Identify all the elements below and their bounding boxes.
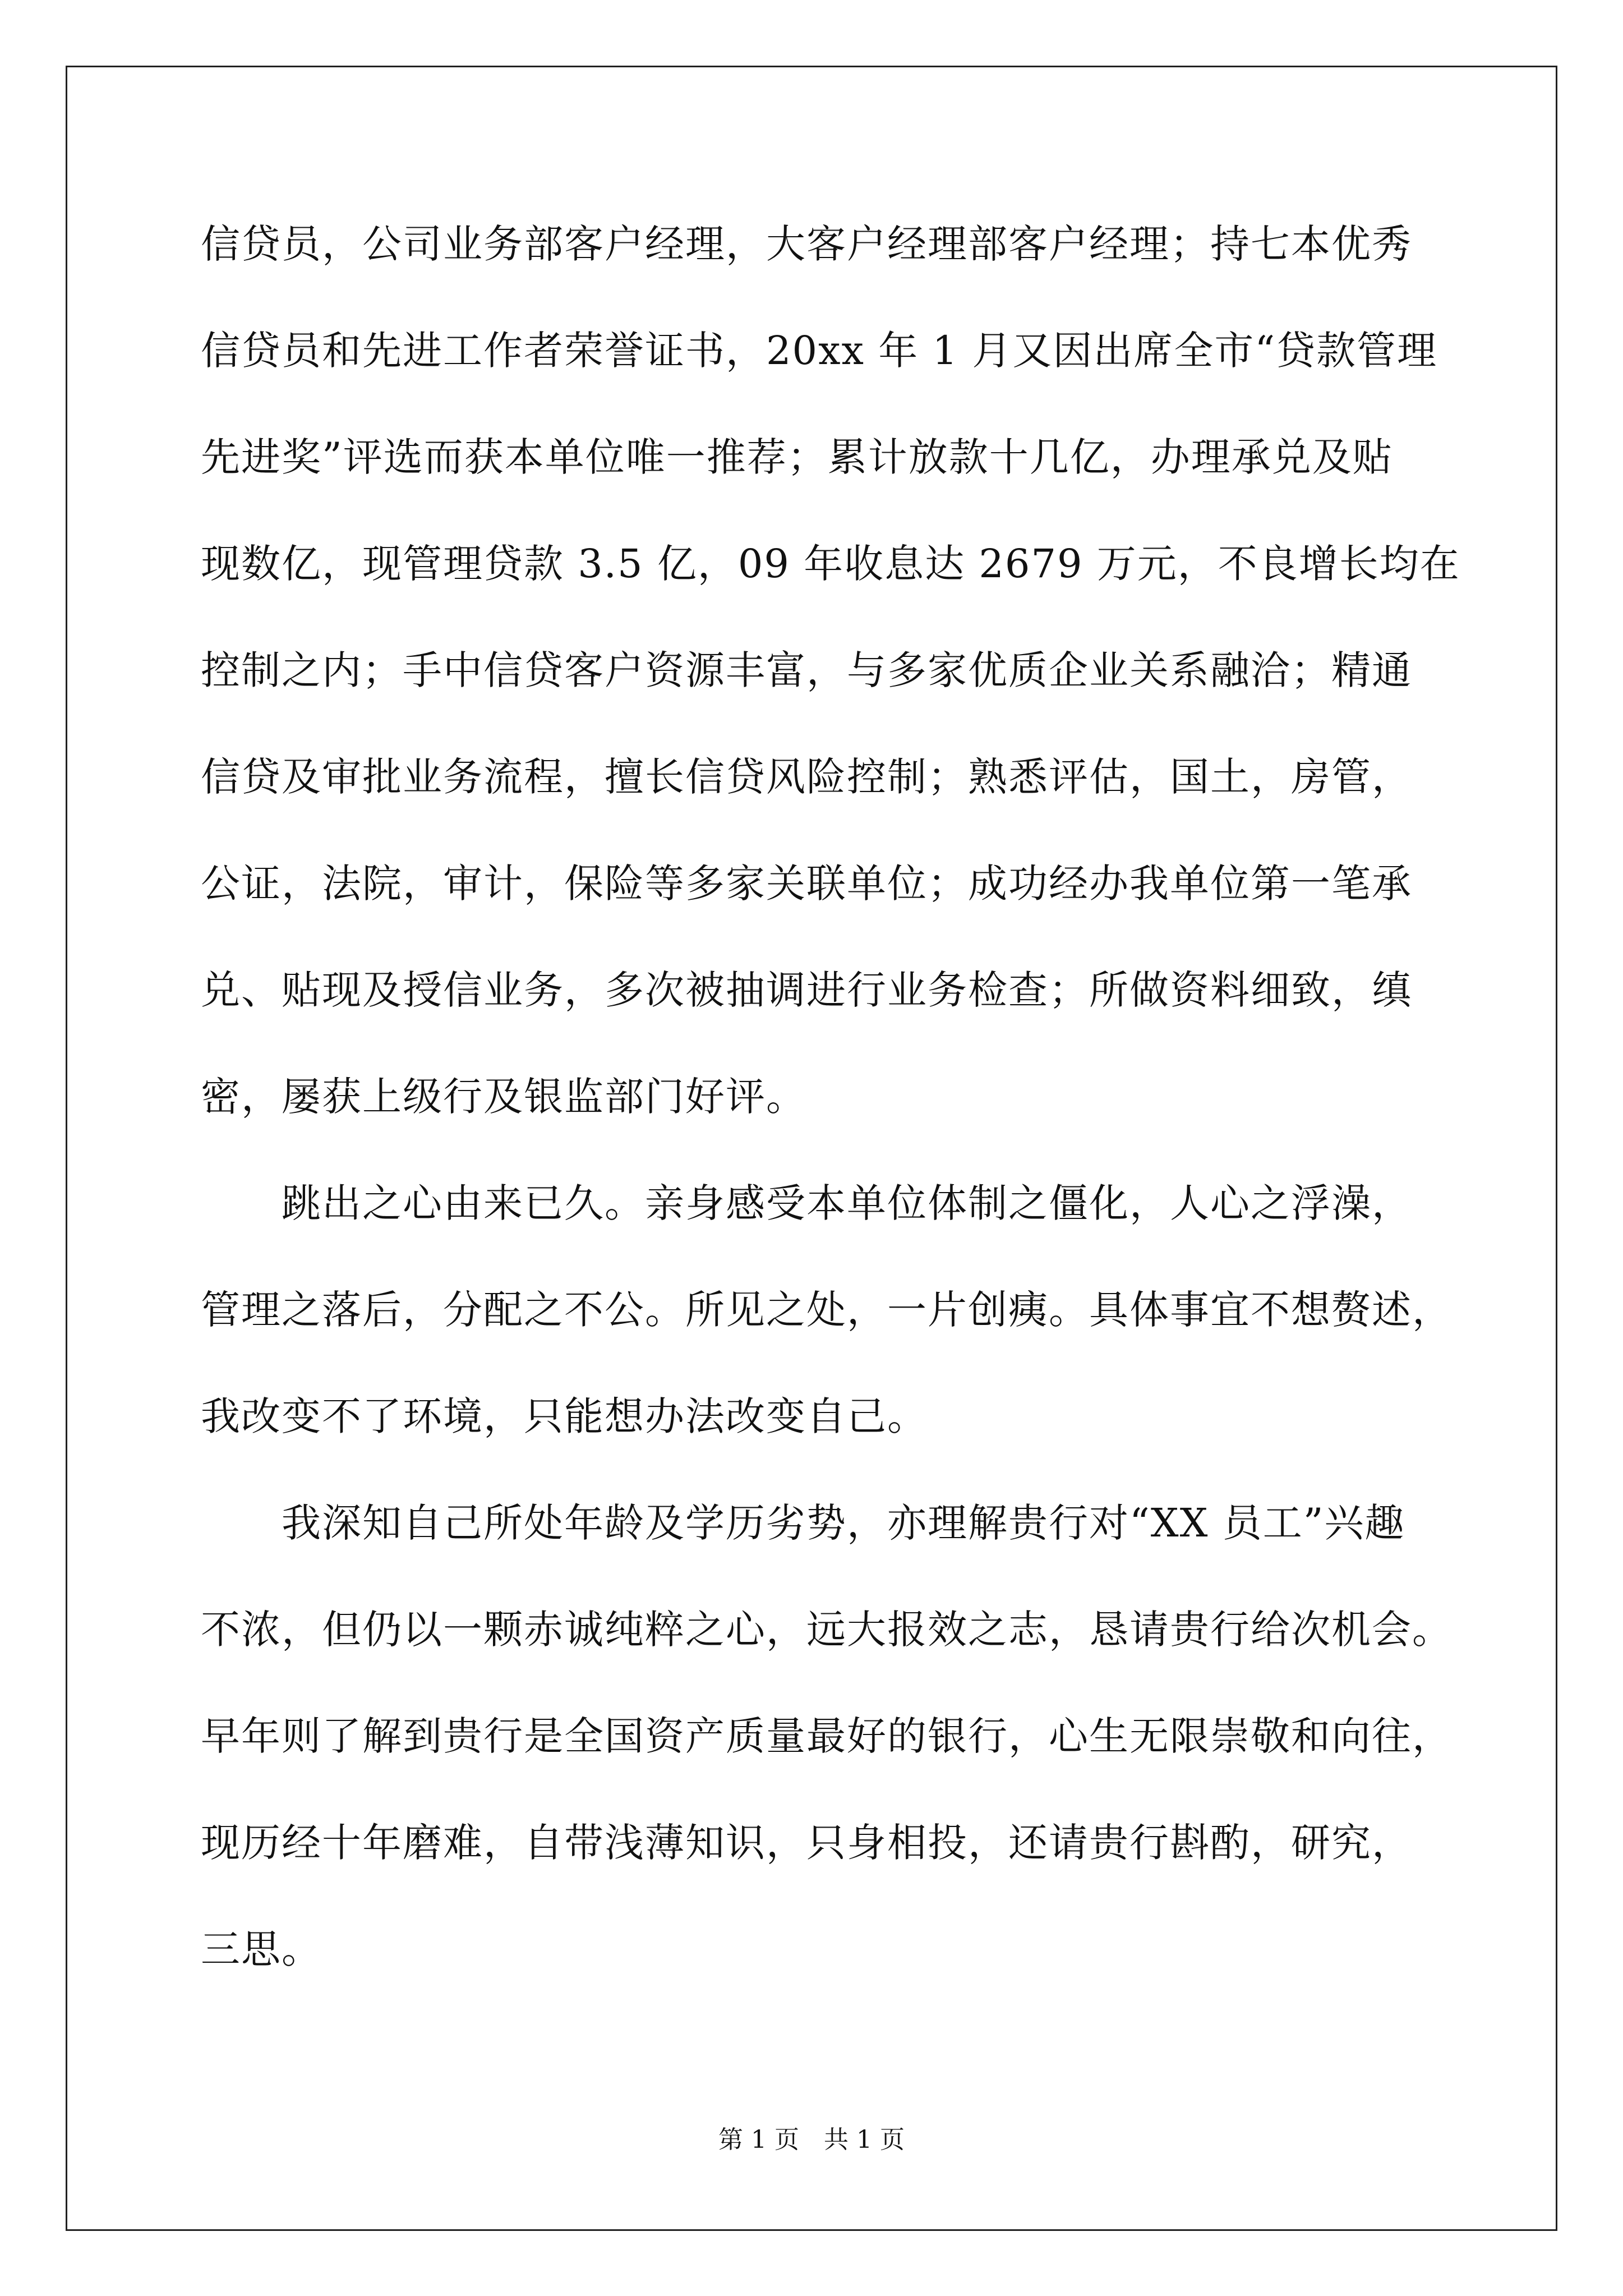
text-line: 控制之内；手中信贷客户资源丰富，与多家优质企业关系融洽；精通 xyxy=(201,647,1412,693)
text-line: 公证，法院，审计，保险等多家关联单位；成功经办我单位第一笔承 xyxy=(201,861,1412,907)
text-line: 管理之落后，分配之不公。所见之处，一片创痍。具体事宜不想赘述， xyxy=(201,1287,1453,1333)
text-line: 三思。 xyxy=(201,1926,322,1972)
text-line: 早年则了解到贵行是全国资产质量最好的银行，心生无限崇敬和向往， xyxy=(201,1713,1453,1759)
page-number-footer: 第 1 页 共 1 页 xyxy=(718,2125,905,2154)
text-line: 信贷员和先进工作者荣誉证书，20xx 年 1 月又因出席全市“贷款管理 xyxy=(201,328,1438,374)
text-line: 不浓，但仍以一颗赤诚纯粹之心，远大报效之志，恳请贵行给次机会。 xyxy=(201,1607,1453,1653)
paragraph-start-line: 跳出之心由来已久。亲身感受本单位体制之僵化，人心之浮澡， xyxy=(282,1180,1412,1226)
text-line: 兑、贴现及授信业务，多次被抽调进行业务检查；所做资料细致，缜 xyxy=(201,967,1412,1013)
text-line: 先进奖”评选而获本单位唯一推荐；累计放款十几亿，办理承兑及贴 xyxy=(201,434,1393,480)
text-line: 我改变不了环境，只能想办法改变自己。 xyxy=(201,1393,928,1439)
text-line: 信贷及审批业务流程，擅长信贷风险控制；熟悉评估，国土，房管， xyxy=(201,754,1412,800)
document-body xyxy=(201,210,1460,2022)
text-line: 密，屡获上级行及银监部门好评。 xyxy=(201,1074,806,1120)
text-line: 信贷员，公司业务部客户经理，大客户经理部客户经理；持七本优秀 xyxy=(201,221,1412,267)
text-line: 现数亿，现管理贷款 3.5 亿，09 年收息达 2679 万元，不良增长均在 xyxy=(201,541,1460,587)
text-line: 现历经十年磨难，自带浅薄知识，只身相投，还请贵行斟酌，研究， xyxy=(201,1820,1412,1866)
paragraph-start-line: 我深知自己所处年龄及学历劣势，亦理解贵行对“XX 员工”兴趣 xyxy=(282,1500,1405,1546)
